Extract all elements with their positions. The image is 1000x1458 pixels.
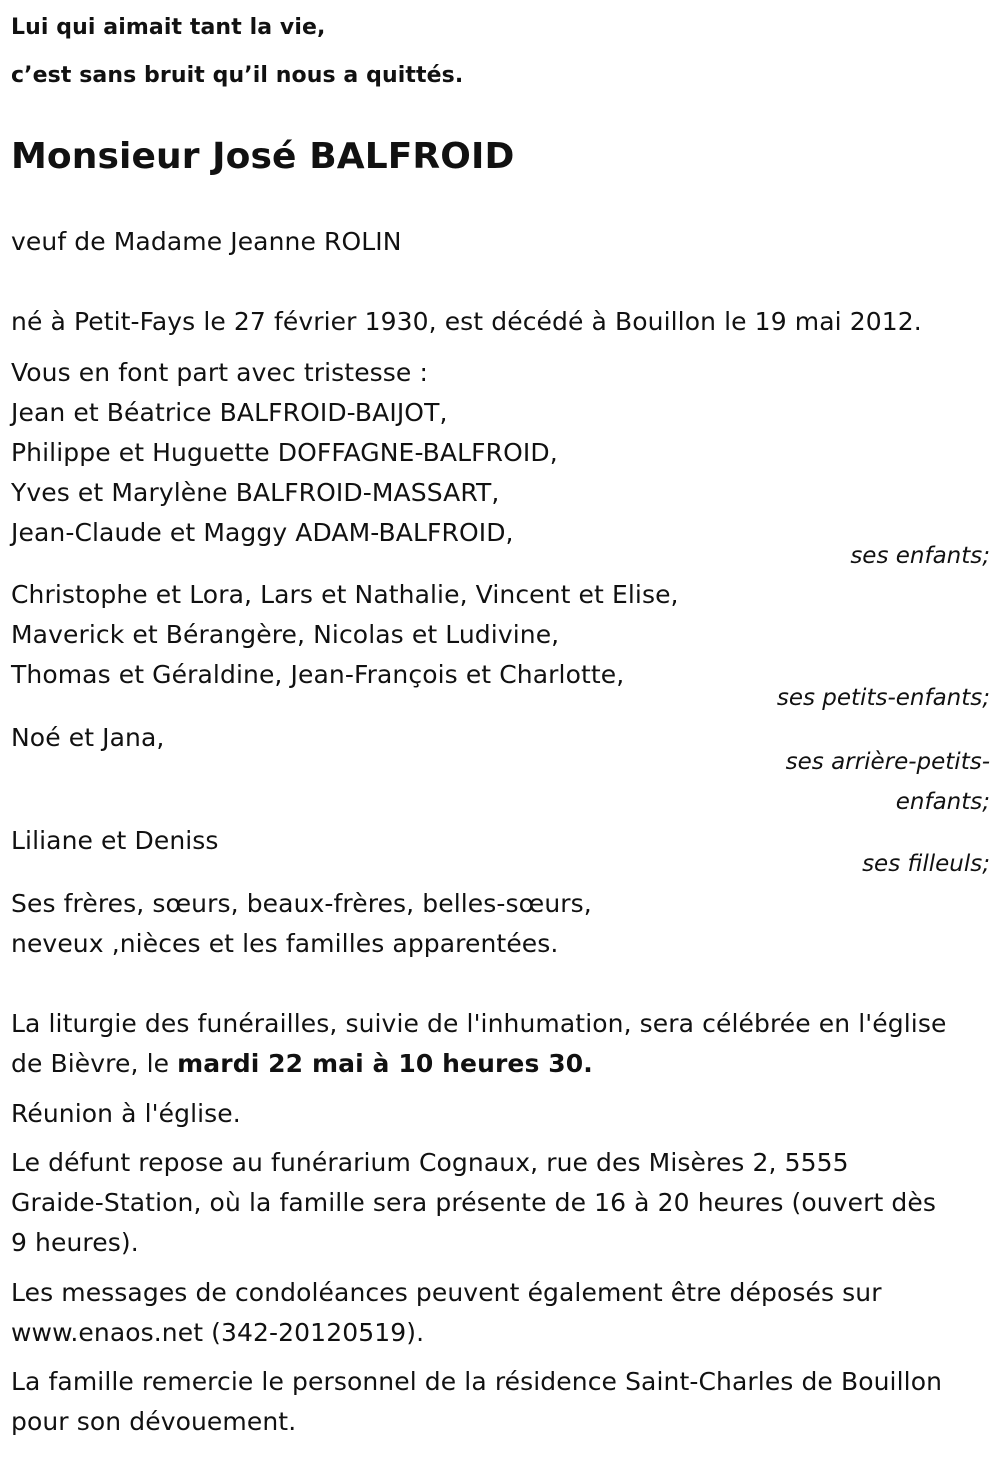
child-line: Jean-Claude et Maggy ADAM-BALFROID, (11, 518, 514, 547)
liturgy-date: mardi 22 mai à 10 heures 30. (177, 1049, 593, 1078)
grandchild-line: Thomas et Géraldine, Jean-François et Charlotte, (11, 660, 625, 689)
liturgy-line-2 (11, 1044, 593, 1084)
child-line: Yves et Marylène BALFROID-MASSART, (11, 478, 500, 507)
great-grandchildren-role-2: enfants; (895, 789, 990, 815)
rest-line: Le défunt repose au funérarium Cognaux, rue des Misères 2, 5555 (11, 1148, 849, 1177)
grandchild-line: Maverick et Bérangère, Nicolas et Ludivine, (11, 620, 560, 649)
others-line: neveux ,nièces et les familles apparentées. (11, 929, 559, 958)
godchildren-line: Liliane et Deniss (11, 826, 219, 855)
deceased-name: Monsieur José BALFROID (11, 136, 515, 177)
child-line: Philippe et Huguette DOFFAGNE-BALFROID, (11, 438, 558, 467)
announce-line: Vous en font part avec tristesse : (11, 358, 428, 387)
children-role: ses enfants; (850, 543, 990, 569)
condolences-line: Les messages de condoléances peuvent également être déposés sur (11, 1278, 882, 1307)
child-line: Jean et Béatrice BALFROID-BAIJOT, (11, 398, 448, 427)
grandchildren-role: ses petits-enfants; (776, 685, 990, 711)
thanks-line: La famille remercie le personnel de la résidence Saint-Charles de Bouillon (11, 1367, 943, 1396)
intro-line-1: Lui qui aimait tant la vie, (11, 15, 326, 40)
liturgy-line-1: La liturgie des funérailles, suivie de l'inhumation, sera célébrée en l'église (11, 1009, 947, 1038)
condolences-line: www.enaos.net (342-20120519). (11, 1318, 425, 1347)
great-grandchildren-line: Noé et Jana, (11, 723, 165, 752)
rest-line: Graide-Station, où la famille sera présente de 16 à 20 heures (ouvert dès (11, 1188, 937, 1217)
grandchild-line: Christophe et Lora, Lars et Nathalie, Vincent et Elise, (11, 580, 679, 609)
great-grandchildren-role-1: ses arrière-petits- (785, 749, 990, 775)
birth-death-line: né à Petit-Fays le 27 février 1930, est décédé à Bouillon le 19 mai 2012. (11, 307, 922, 336)
godchildren-role: ses filleuls; (862, 851, 990, 877)
intro-line-2: c’est sans bruit qu’il nous a quittés. (11, 63, 464, 88)
widower-line: veuf de Madame Jeanne ROLIN (11, 227, 402, 256)
others-line: Ses frères, sœurs, beaux-frères, belles-sœurs, (11, 889, 592, 918)
thanks-line: pour son dévouement. (11, 1407, 297, 1436)
liturgy-prefix: de Bièvre, le (11, 1049, 178, 1078)
rest-line: 9 heures). (11, 1228, 139, 1257)
meeting-line: Réunion à l'église. (11, 1099, 241, 1128)
